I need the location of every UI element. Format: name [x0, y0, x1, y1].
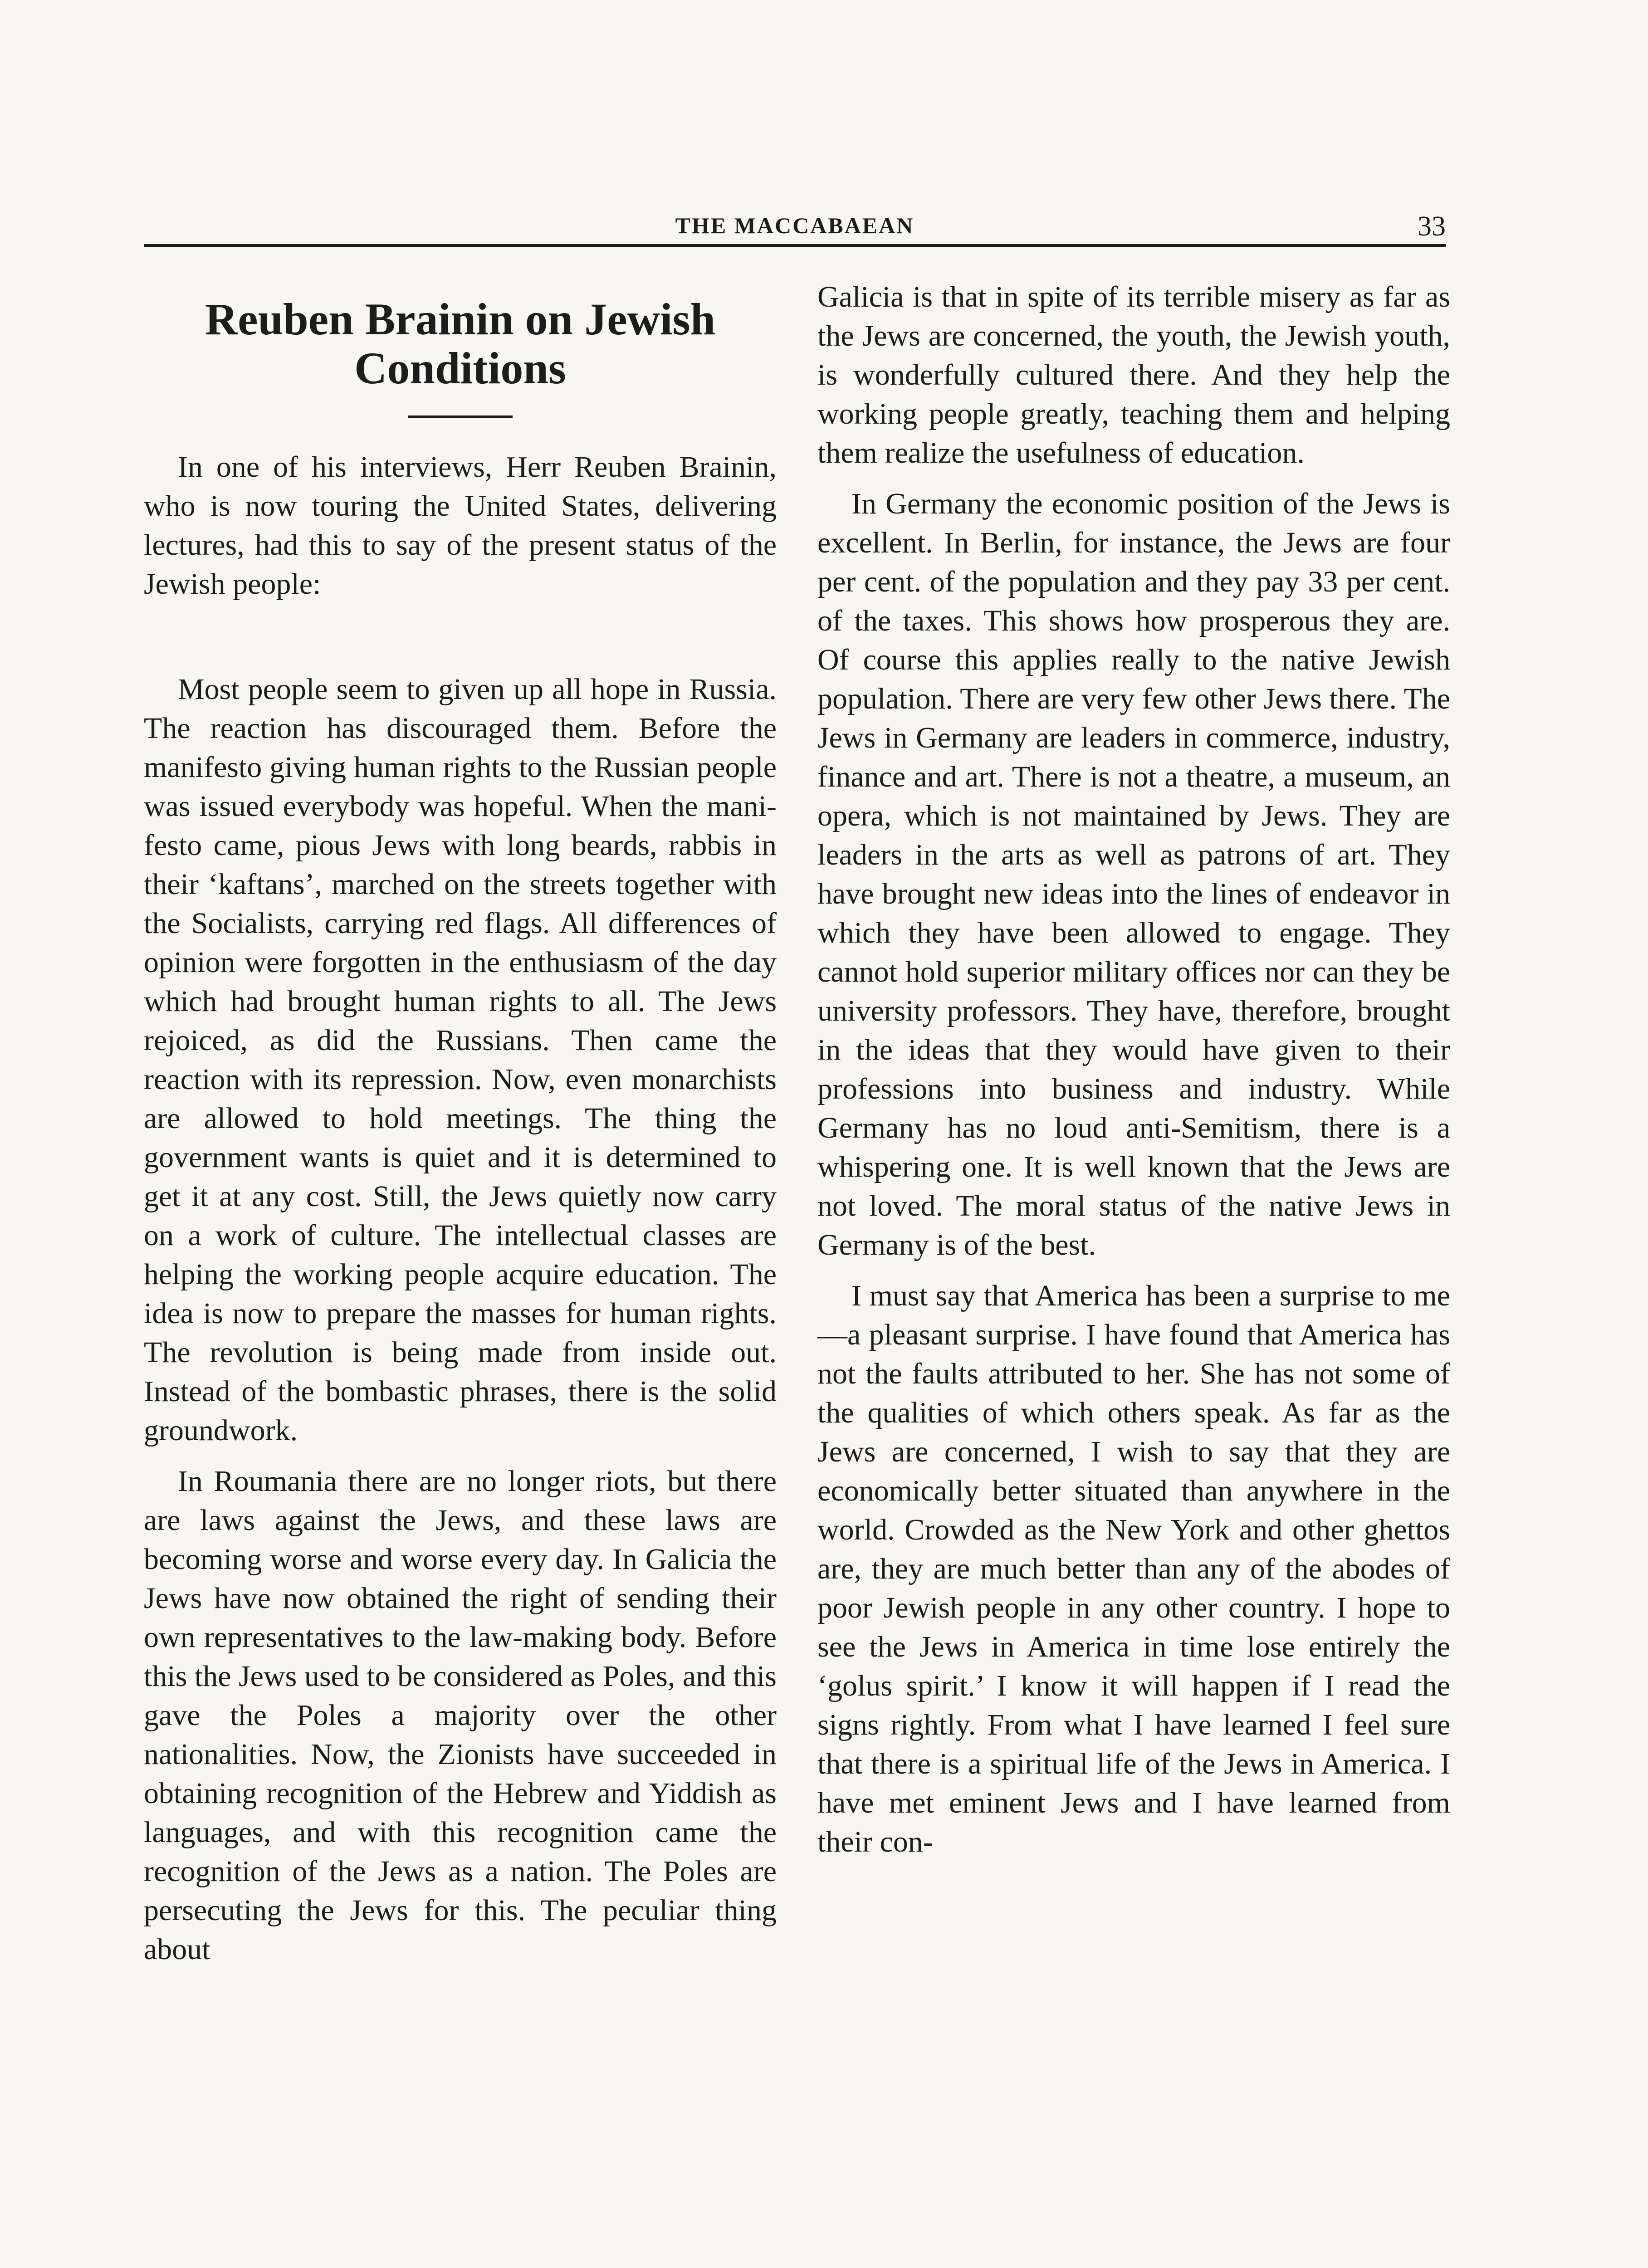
section-gap	[144, 616, 777, 670]
body-paragraph: Most people seem to given up all hope in Russia. The reaction has discouraged them. Before the manifesto giving human rights to the Russian people was issued everybody was hopeful. When the manifesto came, pious Jews with long beards, rabbis in their ‘kaftans’, marched on the streets together with the Socialists, carrying red flags. All differences of opinion were forgotten in the enthusiasm of the day which had brought human rights to all. The Jews rejoiced, as did the Russians. Then came the reaction with its repression. Now, even monarchists are allowed to hold meetings. The thing the government wants is quiet and it is determined to get it at any cost. Still, the Jews quietly now carry on a work of culture. The intellectual classes are helping the working people acquire education. The idea is now to prepare the masses for human rights. The revolution is being made from inside out. Instead of the bombastic phrases, there is the solid groundwork.	[144, 673, 777, 1447]
body-paragraph: In Roumania there are no longer riots, but there are laws against the Jews, and these laws are becoming worse and worse every day. In Galicia the Jews have now obtained the right of sending their own representatives to the law-making body. Before this the Jews used to be considered as Poles, and this gave the Poles a majority over the other nationalities. Now, the Zionists have succeeded in obtaining recognition of the Hebrew and Yiddish as languages, and with this recognition came the recognition of the Jews as a nation. The Poles are persecuting the Jews for this. The peculiar thing about	[144, 1465, 777, 1966]
journal-title: THE MACCABAEAN	[675, 213, 914, 238]
headline-divider	[408, 415, 513, 418]
headline-line-2: Conditions	[354, 343, 566, 393]
body-paragraph: Galicia is that in spite of its terrible misery as far as the Jews are concerned, the youth, the Jewish youth, is wonderfully cultured there. And they help the working people greatly, teaching them and helping them realize the usefulness of education.	[817, 280, 1450, 469]
body-paragraph: I must say that America has been a surprise to me—a pleasant surprise. I have found that America has not the faults attributed to her. She has not some of the qualities of which others speak. As far as the Jews are concerned, I wish to say that they are economically better situated than anywhere in the world. Crowded as the New York and other ghettos are, they are much better than any of the abodes of poor Jewish people in any other country. I hope to see the Jews in America in time lose entirely the ‘golus spirit.’ I know it will happen if I read the signs rightly. From what I have learned I feel sure that there is a spiritual life of the Jews in America. I have met eminent Jews and I have learned from their con-	[817, 1279, 1450, 1858]
headline-line-1: Reuben Brainin on Jewish	[205, 294, 716, 344]
article-headline	[144, 295, 777, 393]
body-paragraph: In Germany the economic position of the Jews is excellent. In Berlin, for instance, the Jews are four per cent. of the population and they pay 33 per cent. of the taxes. This shows how prosperous they are. Of course this applies really to the native Jewish population. There are very few other Jews there. The Jews in Germany are leaders in commerce, industry, finance and art. There is not a theatre, a museum, an opera, which is not maintained by Jews. They are leaders in the arts as well as patrons of art. They have brought new ideas into the lines of endeavor in which they have been allowed to engage. They cannot hold superior military offices nor can they be university professors. They have, therefore, brought in the ideas that they would have given to their professions into business and industry. While Germany has no loud anti-Semitism, there is a whispering one. It is well known that the Jews are not loved. The moral status of the native Jews in Germany is of the best.	[817, 487, 1450, 1261]
running-header	[144, 212, 1446, 249]
right-column	[817, 278, 1450, 1873]
intro-paragraph: In one of his interviews, Herr Reuben Brainin, who is now touring the United States, delivering lectures, had this to say of the present status of the Jewish people:	[144, 450, 777, 601]
left-column	[144, 281, 777, 1981]
header-rule	[144, 244, 1446, 247]
page-number: 33	[1418, 211, 1446, 242]
